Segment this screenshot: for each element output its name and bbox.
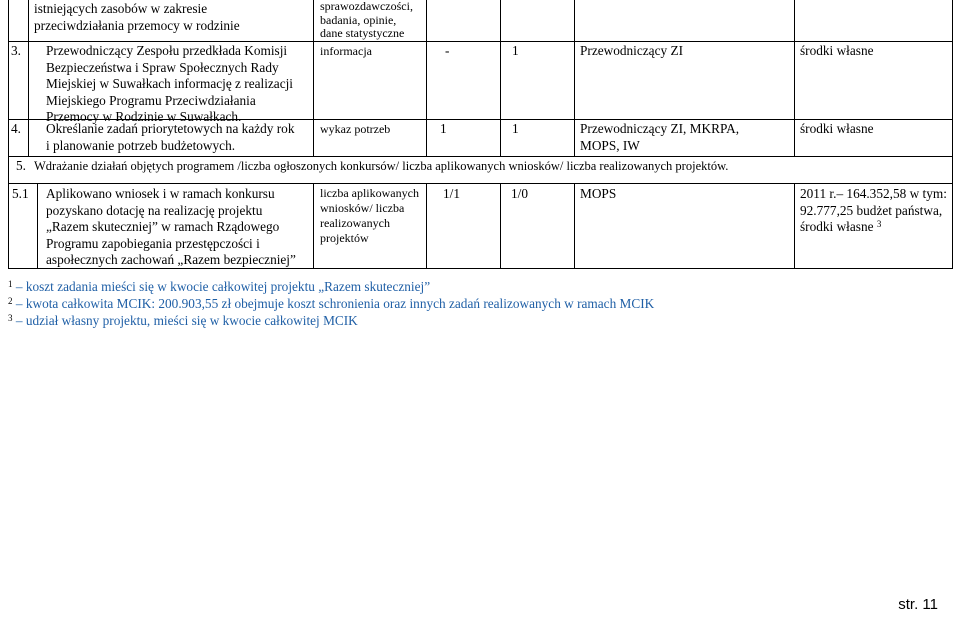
footnote-dash: – — [15, 279, 23, 294]
task-description — [46, 121, 294, 154]
grid-line — [574, 0, 575, 156]
text-line: realizowanych — [320, 216, 390, 230]
responsible: Przewodniczący ZI — [580, 43, 683, 58]
grid-line — [574, 183, 575, 268]
indicator — [320, 186, 419, 246]
grid-line — [426, 183, 427, 268]
row-number: 3. — [11, 43, 21, 58]
grid-line — [37, 183, 38, 268]
text-line: Miejskiej w Suwałkach informację z realizacji — [46, 76, 293, 91]
planned-value: 1/1 — [443, 186, 460, 201]
section-number: 5. — [16, 158, 26, 173]
planned-value: - — [445, 43, 450, 58]
grid-line — [8, 156, 953, 157]
funding-text: środki własne — [800, 219, 874, 234]
text-line: Określanie zadań priorytetowych na każdy rok — [46, 121, 295, 136]
grid-line — [313, 0, 314, 156]
text-line: istniejących zasobów w zakresie — [34, 1, 208, 16]
text-line: Przewodniczący Zespołu przedkłada Komisji — [46, 43, 288, 58]
footnote — [8, 279, 430, 296]
footnote-dash: – — [15, 296, 23, 311]
indicator-continuation — [320, 0, 413, 41]
footnote-text: koszt zadania mieści się w kwocie całkowitej projektu „Razem skuteczniej” — [25, 279, 431, 294]
section-heading: Wdrażanie działań objętych programem /liczba ogłoszonych konkursów/ liczba aplikowanych wniosków/ liczba realizowanych projektów. — [34, 159, 729, 173]
text-line: i planowanie potrzeb budżetowych. — [46, 137, 236, 153]
task-description — [46, 43, 293, 126]
text-line: MOPS, IW — [580, 137, 640, 153]
grid-line — [8, 0, 9, 156]
done-value: 1 — [512, 43, 519, 58]
grid-line — [8, 183, 953, 184]
row-number: 4. — [11, 121, 21, 136]
grid-line — [8, 41, 953, 42]
funding — [800, 186, 947, 236]
footnote — [8, 296, 654, 313]
text-line: „Razem skuteczniej” w ramach Rządowego — [46, 219, 280, 234]
footnote-mark: 2 — [8, 296, 13, 306]
funding: środki własne — [800, 121, 874, 136]
grid-line — [500, 183, 501, 268]
grid-line — [794, 0, 795, 156]
text-line: Programu zapobiegania przestępczości i — [46, 235, 260, 251]
text-line: liczba aplikowanych — [320, 186, 419, 200]
text-line — [800, 219, 947, 236]
indicator: wykaz potrzeb — [320, 122, 391, 136]
text-line: przeciwdziałania przemocy w rodzinie — [34, 17, 240, 33]
funding: środki własne — [800, 43, 874, 58]
done-value: 1 — [512, 121, 519, 136]
planned-value: 1 — [440, 121, 447, 136]
footnote-mark: 1 — [8, 279, 13, 289]
responsible: MOPS — [580, 186, 617, 201]
footnote-mark: 3 — [8, 313, 13, 323]
grid-line — [794, 183, 795, 268]
text-line: Aplikowano wniosek i w ramach konkursu — [46, 186, 275, 201]
text-line: pozyskano dotację na realizację projektu — [46, 202, 263, 218]
footnote-ref: 3 — [876, 219, 882, 229]
text-line: aspołecznych zachowań „Razem bezpieczniej” — [46, 252, 296, 267]
text-line: 92.777,25 budżet państwa, — [800, 202, 943, 218]
text-line: wniosków/ liczba — [320, 201, 405, 215]
footnote — [8, 313, 358, 330]
page-number: str. 11 — [898, 596, 938, 613]
done-value: 1/0 — [511, 186, 528, 201]
footnote-text: kwota całkowita MCIK: 200.903,55 zł obejmuje koszt schronienia oraz innych zadań realizowanych w ramach MCIK — [25, 296, 655, 311]
grid-line — [426, 0, 427, 156]
footnote-dash: – — [15, 313, 23, 328]
indicator: informacja — [320, 44, 372, 58]
footnote-text: udział własny projektu, mieści się w kwocie całkowitej MCIK — [25, 313, 358, 328]
text-line: Bezpieczeństwa i Spraw Społecznych Rady — [46, 59, 279, 75]
text-line: 2011 r.– 164.352,58 w tym: — [800, 186, 947, 201]
row-number: 5.1 — [12, 186, 29, 201]
task-description — [46, 186, 296, 269]
text-line: dane statystyczne — [320, 26, 405, 40]
grid-line — [28, 0, 29, 156]
grid-line — [8, 156, 9, 268]
text-line: badania, opinie, — [320, 12, 397, 27]
grid-line — [313, 183, 314, 268]
text-line: projektów — [320, 231, 369, 245]
task-continuation — [34, 1, 240, 34]
text-line: Przewodniczący ZI, MKRPA, — [580, 121, 740, 136]
text-line: Miejskiego Programu Przeciwdziałania — [46, 92, 256, 108]
grid-line — [500, 0, 501, 156]
text-line: sprawozdawczości, — [320, 0, 413, 13]
responsible — [580, 121, 739, 154]
text-line: Przemocy w Rodzinie w Suwałkach. — [46, 109, 242, 124]
